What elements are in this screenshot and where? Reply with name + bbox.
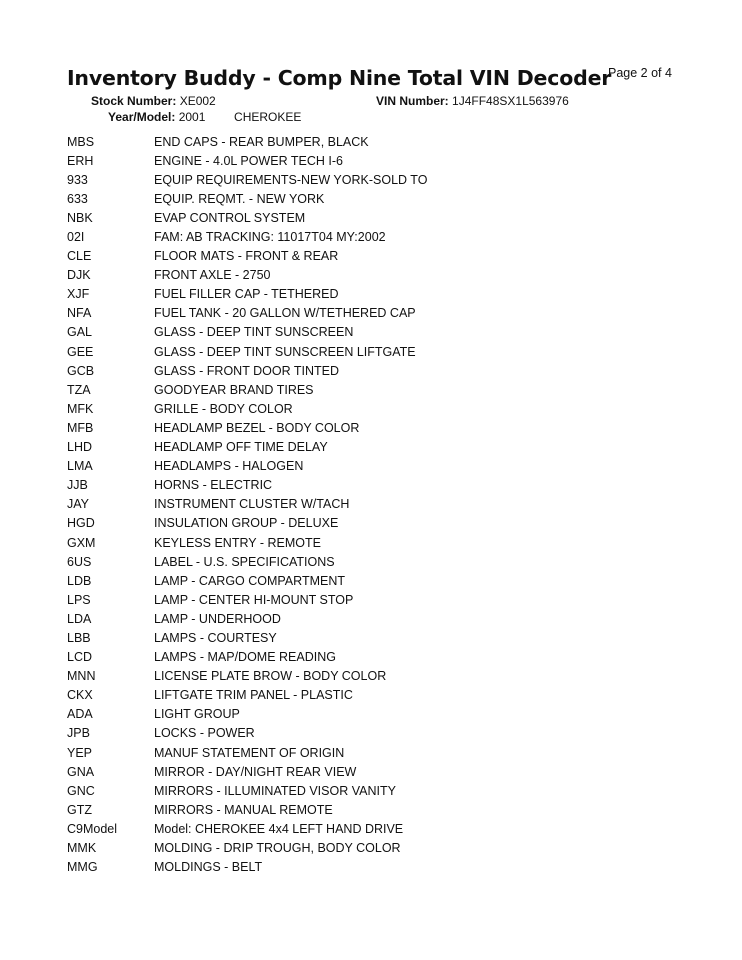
option-description: LIGHT GROUP [154,707,240,722]
table-row [67,705,707,724]
stock-number [91,94,216,108]
option-code: HGD [67,516,95,531]
option-code: LCD [67,650,93,665]
option-description: FLOOR MATS - FRONT & REAR [154,249,339,264]
table-row [67,552,707,571]
table-row [67,227,707,246]
option-description: END CAPS - REAR BUMPER, BLACK [154,134,369,149]
table-row [67,781,707,800]
option-description: LIFTGATE TRIM PANEL - PLASTIC [154,688,353,703]
table-row [67,858,707,877]
option-code: 6US [67,554,92,569]
option-description: MIRROR - DAY/NIGHT REAR VIEW [154,764,357,779]
option-code: GEE [67,344,94,359]
option-description: INSULATION GROUP - DELUXE [154,516,339,531]
table-row [67,266,707,285]
table-row [67,285,707,304]
table-row [67,762,707,781]
option-code: DJK [67,268,91,283]
option-code: YEP [67,745,93,760]
option-description: HORNS - ELECTRIC [154,478,273,493]
table-row [67,628,707,647]
option-description: ENGINE - 4.0L POWER TECH I-6 [154,153,343,168]
option-code: GTZ [67,802,92,817]
table-row [67,514,707,533]
option-code: LDA [67,611,92,626]
table-row [67,247,707,266]
table-row [67,476,707,495]
option-description: LOCKS - POWER [154,726,255,741]
option-description: HEADLAMP BEZEL - BODY COLOR [154,420,360,435]
option-code: NFA [67,306,92,321]
option-code: NBK [67,210,93,225]
option-code: CKX [67,688,93,703]
stock-number-label: Stock Number: [91,94,177,108]
option-code: GXM [67,535,96,550]
option-description: LAMP - UNDERHOOD [154,611,281,626]
option-code: XJF [67,287,90,302]
table-row [67,399,707,418]
option-code: CLE [67,249,92,264]
option-code: MBS [67,134,95,149]
table-row [67,457,707,476]
table-row [67,418,707,437]
year-value: 2001 [178,110,206,124]
option-code: JPB [67,726,90,741]
option-code: C9Model [67,821,118,836]
vin-number [376,94,569,108]
option-description: MOLDING - DRIP TROUGH, BODY COLOR [154,841,401,856]
table-row [67,189,707,208]
table-row [67,800,707,819]
option-code: LDB [67,573,92,588]
stock-number-value: XE002 [179,94,216,108]
option-code: JAY [67,497,89,512]
page-number: Page 2 of 4 [608,66,672,80]
option-description: GLASS - FRONT DOOR TINTED [154,363,339,378]
table-row [67,609,707,628]
table-row [67,667,707,686]
option-description: GRILLE - BODY COLOR [154,401,293,416]
table-row [67,686,707,705]
option-description: FUEL TANK - 20 GALLON W/TETHERED CAP [154,306,416,321]
table-row [67,170,707,189]
option-description: GLASS - DEEP TINT SUNSCREEN LIFTGATE [154,344,416,359]
table-row [67,571,707,590]
option-description: LAMP - CARGO COMPARTMENT [154,573,345,588]
option-description: EQUIP. REQMT. - NEW YORK [154,191,325,206]
table-row [67,208,707,227]
option-description: KEYLESS ENTRY - REMOTE [154,535,321,550]
table-row [67,590,707,609]
option-description: LAMPS - COURTESY [154,630,277,645]
option-description: FRONT AXLE - 2750 [154,268,271,283]
option-code: 933 [67,172,88,187]
option-code: MNN [67,669,96,684]
vin-number-label: VIN Number: [376,94,449,108]
option-description: GOODYEAR BRAND TIRES [154,382,314,397]
table-row [67,648,707,667]
model-value: CHEROKEE [234,110,302,124]
option-description: MIRRORS - ILLUMINATED VISOR VANITY [154,783,396,798]
table-row [67,323,707,342]
option-code-list [67,132,707,877]
option-code: LBB [67,630,91,645]
option-code: ADA [67,707,93,722]
table-row [67,380,707,399]
vin-number-value: 1J4FF48SX1L563976 [452,94,569,108]
document-title: Inventory Buddy - Comp Nine Total VIN Decoder [67,66,612,90]
option-description: MIRRORS - MANUAL REMOTE [154,802,333,817]
option-code: MFB [67,420,94,435]
option-description: EQUIP REQUIREMENTS-NEW YORK-SOLD TO [154,172,428,187]
option-description: LICENSE PLATE BROW - BODY COLOR [154,669,387,684]
option-description: Model: CHEROKEE 4x4 LEFT HAND DRIVE [154,821,404,836]
option-code: ERH [67,153,94,168]
table-row [67,819,707,838]
option-description: FAM: AB TRACKING: 11017T04 MY:2002 [154,230,386,245]
option-code: LHD [67,440,93,455]
table-row [67,495,707,514]
option-description: MANUF STATEMENT OF ORIGIN [154,745,345,760]
option-description: FUEL FILLER CAP - TETHERED [154,287,339,302]
option-code: 02I [67,230,85,245]
option-description: LABEL - U.S. SPECIFICATIONS [154,554,335,569]
option-description: HEADLAMPS - HALOGEN [154,459,304,474]
option-code: LMA [67,459,93,474]
year-model [108,110,301,124]
option-code: MMG [67,860,98,875]
option-description: LAMP - CENTER HI-MOUNT STOP [154,592,354,607]
table-row [67,151,707,170]
option-description: MOLDINGS - BELT [154,860,263,875]
option-description: INSTRUMENT CLUSTER W/TACH [154,497,350,512]
option-code: GNA [67,764,95,779]
option-code: GNC [67,783,95,798]
table-row [67,533,707,552]
option-code: TZA [67,382,91,397]
table-row [67,132,707,151]
table-row [67,838,707,857]
table-row [67,438,707,457]
table-row [67,304,707,323]
option-description: GLASS - DEEP TINT SUNSCREEN [154,325,354,340]
option-description: HEADLAMP OFF TIME DELAY [154,440,328,455]
option-code: GCB [67,363,95,378]
option-code: JJB [67,478,88,493]
option-code: MFK [67,401,94,416]
year-model-label: Year/Model: [108,110,176,124]
option-code: LPS [67,592,91,607]
option-description: EVAP CONTROL SYSTEM [154,210,306,225]
table-row [67,724,707,743]
table-row [67,743,707,762]
table-row [67,342,707,361]
option-code: GAL [67,325,93,340]
option-code: 633 [67,191,88,206]
option-code: MMK [67,841,97,856]
option-description: LAMPS - MAP/DOME READING [154,650,336,665]
table-row [67,361,707,380]
